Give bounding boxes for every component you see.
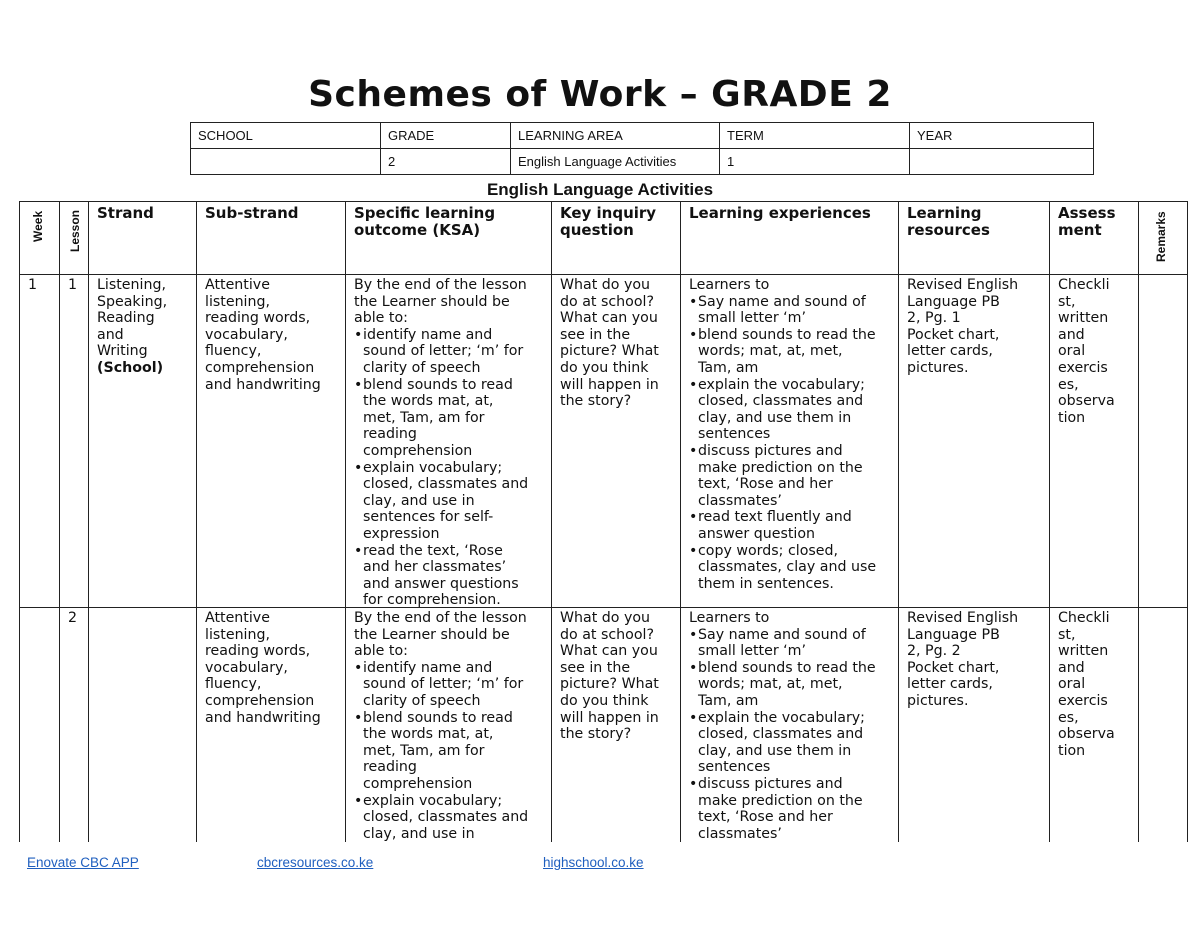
col-header-key-inquiry: [552, 202, 681, 274]
kiq-line: do at school?: [560, 626, 654, 643]
slo-text-line: sound of letter; ‘m’ for: [363, 343, 524, 360]
exp-text-line: classmates’: [698, 492, 782, 509]
exp-text-line: sentences: [698, 759, 771, 776]
kiq-line: What do you: [560, 277, 651, 293]
school-info-table: [190, 122, 1094, 175]
exp-list: [689, 294, 892, 593]
resource-line: letter cards,: [907, 676, 993, 693]
slo-list: [354, 660, 545, 842]
kiq-line: do you think: [560, 359, 649, 376]
exp-item: [689, 443, 892, 509]
info-value-school: [191, 149, 381, 175]
slo-text-line: • identify name and: [363, 659, 493, 676]
cell-experiences: [681, 274, 899, 607]
strand-line: and: [97, 326, 124, 343]
exp-text-line: • blend sounds to read the: [698, 659, 876, 676]
slo-text-line: for comprehension.: [363, 592, 501, 607]
kiq-line: picture? What: [560, 676, 659, 693]
exp-text-line: words; mat, at, met,: [698, 676, 843, 693]
col-header-remarks: [1139, 202, 1187, 274]
substrand-line: and handwriting: [205, 376, 321, 393]
cell-key-inquiry: [552, 607, 681, 842]
assessment-line: st,: [1058, 293, 1076, 310]
slo-item: [354, 710, 545, 793]
footer-link-cbcresources[interactable]: cbcresources.co.ke: [257, 855, 374, 870]
slo-item: [354, 460, 545, 543]
substrand-line: Attentive: [205, 610, 270, 626]
info-header-year: YEAR: [910, 123, 1094, 149]
kiq-header-line: Key inquiry: [560, 204, 657, 222]
slo-intro-line: the Learner should be: [354, 293, 510, 310]
kiq-header-line: question: [560, 221, 634, 239]
col-header-week: [20, 202, 60, 274]
assessment-line: written: [1058, 310, 1109, 327]
info-value-row: [191, 149, 1094, 175]
exp-item: [689, 377, 892, 443]
subject-heading: English Language Activities: [486, 180, 714, 199]
exp-item: [689, 294, 892, 327]
cell-substrand: [197, 274, 346, 607]
resource-line: Revised English: [907, 610, 1019, 626]
slo-text-line: • explain vocabulary;: [363, 459, 503, 476]
slo-item: [354, 543, 545, 608]
exp-text-line: • explain the vocabulary;: [698, 376, 865, 393]
slo-header-line: outcome (KSA): [354, 221, 481, 239]
exp-text-line: Tam, am: [698, 692, 759, 709]
exp-text-line: them in sentences.: [698, 575, 834, 592]
slo-text-line: closed, classmates and: [363, 476, 529, 493]
resource-line: 2, Pg. 1: [907, 310, 961, 327]
slo-text-line: • read the text, ‘Rose: [363, 542, 503, 559]
assessment-line: exercis: [1058, 692, 1108, 709]
slo-text-line: expression: [363, 525, 440, 542]
exp-text-line: make prediction on the: [698, 459, 863, 476]
exp-text-line: • read text fluently and: [698, 509, 852, 526]
cell-resources: [899, 274, 1050, 607]
cell-assessment: [1050, 274, 1139, 607]
slo-item: [354, 793, 545, 842]
cell-lesson: 1: [60, 274, 89, 607]
substrand-line: comprehension: [205, 359, 315, 376]
slo-text-line: • blend sounds to read: [363, 709, 513, 726]
substrand-line: listening,: [205, 293, 271, 310]
exp-text-line: • Say name and sound of: [698, 293, 866, 310]
slo-text-line: met, Tam, am for: [363, 409, 485, 426]
slo-text-line: and her classmates’: [363, 559, 507, 576]
resources-header-line: Learning: [907, 204, 982, 222]
exp-item: [689, 660, 892, 710]
exp-text-line: clay, and use them in: [698, 742, 852, 759]
cell-key-inquiry: [552, 274, 681, 607]
slo-list: [354, 327, 545, 607]
kiq-line: will happen in: [560, 709, 659, 726]
assessment-line: and: [1058, 659, 1085, 676]
kiq-line: see in the: [560, 326, 631, 343]
col-header-experiences: Learning experiences: [681, 202, 899, 274]
strand-line: Listening,: [97, 277, 166, 293]
resource-line: letter cards,: [907, 343, 993, 360]
assessment-header-line: ment: [1058, 221, 1102, 239]
col-header-substrand: Sub-strand: [197, 202, 346, 274]
assessment-line: exercis: [1058, 359, 1108, 376]
cell-substrand: [197, 607, 346, 842]
resource-line: Pocket chart,: [907, 326, 1000, 343]
exp-text-line: words; mat, at, met,: [698, 343, 843, 360]
strand-line: Writing: [97, 343, 148, 360]
cell-remarks: [1139, 274, 1187, 607]
slo-intro-line: able to:: [354, 643, 408, 660]
assessment-line: Checkli: [1058, 277, 1110, 293]
slo-text-line: clarity of speech: [363, 359, 481, 376]
slo-text-line: sentences for self-: [363, 509, 494, 526]
slo-header-line: Specific learning: [354, 204, 496, 222]
col-header-slo: [346, 202, 552, 274]
strand-line: Reading: [97, 310, 155, 327]
kiq-line: picture? What: [560, 343, 659, 360]
slo-text-line: and answer questions: [363, 575, 519, 592]
slo-text-line: closed, classmates and: [363, 809, 529, 826]
exp-text-line: sentences: [698, 426, 771, 443]
cell-strand: [89, 607, 197, 842]
slo-intro-line: able to:: [354, 310, 408, 327]
exp-text-line: make prediction on the: [698, 792, 863, 809]
exp-text-line: closed, classmates and: [698, 393, 864, 410]
exp-text-line: answer question: [698, 525, 816, 542]
info-value-year: [910, 149, 1094, 175]
slo-text-line: reading: [363, 759, 417, 776]
cell-lesson: 2: [60, 607, 89, 842]
cell-week: [20, 607, 60, 842]
info-header-grade: GRADE: [381, 123, 511, 149]
exp-item: [689, 327, 892, 377]
cell-week: 1: [20, 274, 60, 607]
kiq-line: see in the: [560, 659, 631, 676]
kiq-line: the story?: [560, 393, 632, 410]
slo-item: [354, 377, 545, 460]
substrand-line: comprehension: [205, 692, 315, 709]
cell-slo: [346, 274, 552, 607]
exp-text-line: • discuss pictures and: [698, 442, 843, 459]
assessment-line: oral: [1058, 676, 1086, 693]
assessment-line: tion: [1058, 742, 1086, 759]
footer-link-highschool[interactable]: highschool.co.ke: [543, 855, 644, 870]
assessment-line: es,: [1058, 709, 1079, 726]
exp-item: [689, 509, 892, 542]
substrand-line: listening,: [205, 626, 271, 643]
assessment-header-line: Assess: [1058, 204, 1116, 222]
kiq-line: do you think: [560, 692, 649, 709]
assessment-line: written: [1058, 643, 1109, 660]
exp-text-line: classmates’: [698, 825, 782, 842]
kiq-line: do at school?: [560, 293, 654, 310]
table-row: [20, 274, 1187, 608]
exp-text-line: • explain the vocabulary;: [698, 709, 865, 726]
exp-text-line: • discuss pictures and: [698, 775, 843, 792]
slo-item: [354, 327, 545, 377]
exp-text-line: clay, and use them in: [698, 409, 852, 426]
slo-text-line: clarity of speech: [363, 692, 481, 709]
resource-line: pictures.: [907, 359, 969, 376]
slo-text-line: • identify name and: [363, 326, 493, 343]
strand-theme: (School): [97, 359, 164, 376]
info-value-grade: 2: [381, 149, 511, 175]
resources-header-line: resources: [907, 221, 990, 239]
resource-line: pictures.: [907, 692, 969, 709]
resource-line: Language PB: [907, 293, 1000, 310]
resource-line: 2, Pg. 2: [907, 643, 961, 660]
slo-text-line: clay, and use in: [363, 825, 475, 842]
exp-item: [689, 776, 892, 842]
lesson-header-label: Lesson: [68, 209, 82, 252]
slo-text-line: clay, and use in: [363, 492, 475, 509]
exp-text-line: small letter ‘m’: [698, 310, 807, 327]
exp-text-line: • copy words; closed,: [698, 542, 839, 559]
assessment-line: Checkli: [1058, 610, 1110, 626]
remarks-header-label: Remarks: [1154, 211, 1168, 262]
kiq-line: What can you: [560, 643, 658, 660]
slo-text-line: reading: [363, 426, 417, 443]
cell-experiences: [681, 607, 899, 842]
substrand-line: vocabulary,: [205, 326, 288, 343]
assessment-line: st,: [1058, 626, 1076, 643]
assessment-line: observa: [1058, 726, 1115, 743]
week-header-label: Week: [31, 210, 45, 242]
resource-line: Pocket chart,: [907, 659, 1000, 676]
exp-text-line: • blend sounds to read the: [698, 326, 876, 343]
cell-remarks: [1139, 607, 1187, 842]
exp-item: [689, 543, 892, 593]
cell-resources: [899, 607, 1050, 842]
info-value-learning-area: English Language Activities: [511, 149, 720, 175]
substrand-line: reading words,: [205, 310, 311, 327]
substrand-line: fluency,: [205, 343, 262, 360]
substrand-line: Attentive: [205, 277, 270, 293]
exp-intro: Learners to: [689, 277, 770, 293]
strand-line: Speaking,: [97, 293, 168, 310]
cell-slo: [346, 607, 552, 842]
slo-intro-line: By the end of the lesson: [354, 277, 527, 293]
assessment-line: observa: [1058, 393, 1115, 410]
slo-item: [354, 660, 545, 710]
slo-text-line: comprehension: [363, 775, 473, 792]
slo-text-line: • explain vocabulary;: [363, 792, 503, 809]
resource-line: Language PB: [907, 626, 1000, 643]
scheme-header-row: [20, 202, 1187, 275]
exp-text-line: classmates, clay and use: [698, 559, 877, 576]
exp-intro: Learners to: [689, 610, 770, 626]
slo-text-line: sound of letter; ‘m’ for: [363, 676, 524, 693]
assessment-line: es,: [1058, 376, 1079, 393]
assessment-line: tion: [1058, 409, 1086, 426]
exp-item: [689, 627, 892, 660]
exp-text-line: text, ‘Rose and her: [698, 809, 833, 826]
info-header-learning-area: LEARNING AREA: [511, 123, 720, 149]
exp-item: [689, 710, 892, 776]
col-header-strand: Strand: [89, 202, 197, 274]
exp-list: [689, 627, 892, 842]
slo-text-line: met, Tam, am for: [363, 742, 485, 759]
assessment-line: oral: [1058, 343, 1086, 360]
resource-line: Revised English: [907, 277, 1019, 293]
slo-text-line: comprehension: [363, 442, 473, 459]
slo-text-line: the words mat, at,: [363, 393, 494, 410]
substrand-line: fluency,: [205, 676, 262, 693]
scheme-table: [19, 201, 1188, 842]
info-header-school: SCHOOL: [191, 123, 381, 149]
footer-link-enovate-app[interactable]: Enovate CBC APP: [27, 855, 139, 870]
cell-assessment: [1050, 607, 1139, 842]
substrand-line: vocabulary,: [205, 659, 288, 676]
slo-text-line: • blend sounds to read: [363, 376, 513, 393]
info-header-row: [191, 123, 1094, 149]
exp-text-line: • Say name and sound of: [698, 626, 866, 643]
page-title: Schemes of Work – GRADE 2: [308, 74, 892, 115]
slo-intro-line: By the end of the lesson: [354, 610, 527, 626]
exp-text-line: closed, classmates and: [698, 726, 864, 743]
kiq-line: will happen in: [560, 376, 659, 393]
slo-text-line: the words mat, at,: [363, 726, 494, 743]
info-value-term: 1: [720, 149, 910, 175]
assessment-line: and: [1058, 326, 1085, 343]
exp-text-line: small letter ‘m’: [698, 643, 807, 660]
table-row: [20, 607, 1187, 842]
kiq-line: the story?: [560, 726, 632, 743]
exp-text-line: Tam, am: [698, 359, 759, 376]
slo-intro-line: the Learner should be: [354, 626, 510, 643]
col-header-assessment: [1050, 202, 1139, 274]
cell-strand: [89, 274, 197, 607]
kiq-line: What do you: [560, 610, 651, 626]
substrand-line: reading words,: [205, 643, 311, 660]
info-header-term: TERM: [720, 123, 910, 149]
exp-text-line: text, ‘Rose and her: [698, 476, 833, 493]
col-header-resources: [899, 202, 1050, 274]
kiq-line: What can you: [560, 310, 658, 327]
col-header-lesson: [60, 202, 89, 274]
substrand-line: and handwriting: [205, 709, 321, 726]
